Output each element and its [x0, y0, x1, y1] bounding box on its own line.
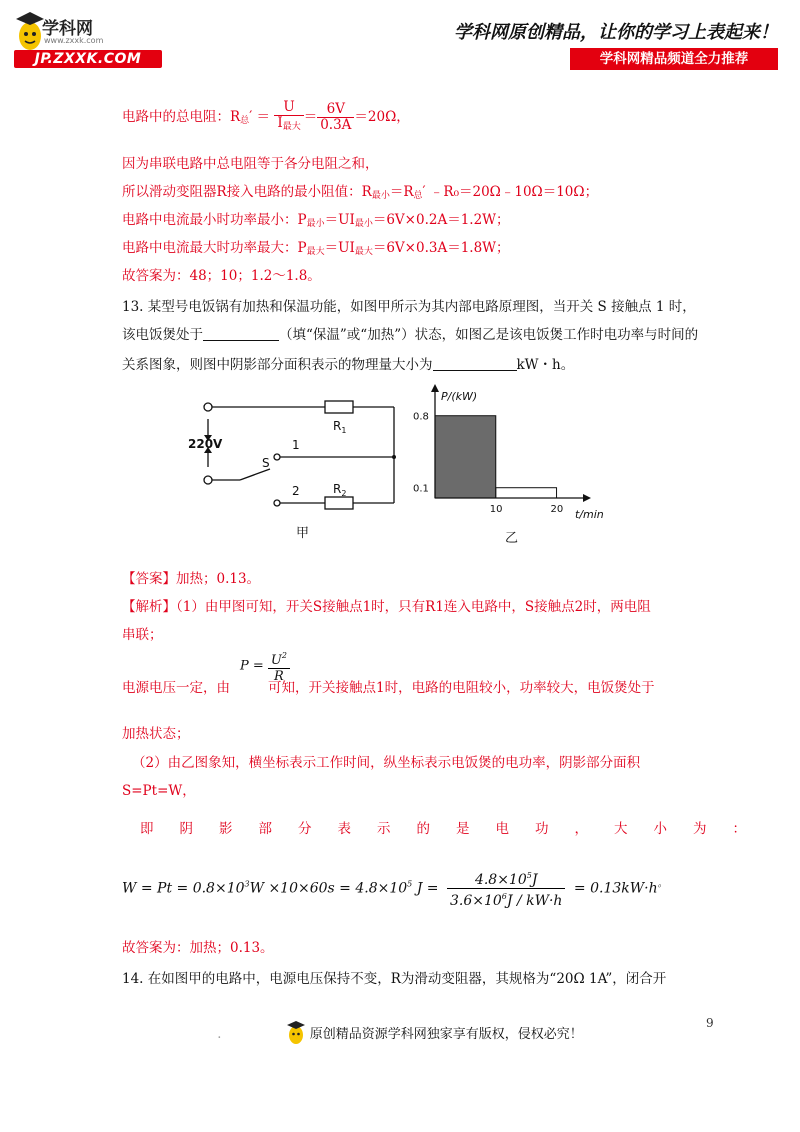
answer-12-line: 故答案为：48；10；1.2～1.8。 [122, 268, 321, 284]
x-axis-arrow [583, 494, 591, 502]
max-power-line: 电路中电流最大时功率最大：$P_{最大}=UI_{最大}=6V\times 0.3A=1.8W$； [122, 240, 510, 257]
contact-2-label: 2 [292, 484, 300, 498]
logo-url-bar[interactable]: JP.ZXXK.COM [14, 50, 162, 68]
circuit-diagram [180, 385, 420, 555]
x-tick-label: 20 [550, 504, 564, 515]
question-13-line-3: 关系图象，则图中阴影部分面积表示的物理量大小为 kW・h。 [122, 357, 575, 373]
slogan: 学科网原创精品，让你的学习上表起来！ [454, 22, 778, 43]
min-resistance-line: 所以滑动变阻器R接入电路的最小阻值：$R_{最小}=R_总'$ ﹣R₀＝20Ω﹣10Ω＝10Ω； [122, 184, 599, 201]
analysis-p2c: 加热状态； [122, 726, 190, 742]
y-tick-label: 0.8 [413, 411, 429, 423]
power-formula: P = $\frac{U^2}{R}$ [240, 648, 290, 684]
contact-2-dot [274, 500, 280, 506]
circuit-caption: 甲 [296, 526, 310, 541]
x-axis-label: t/min [575, 508, 604, 521]
analysis-p2: 电源电压一定，由 可知，开关接触点1时，电路的电阻较小，功率较大，电饭煲处于 [122, 680, 655, 696]
question-13-line-1: 13. 某型号电饭锅有加热和保温功能，如图甲所示为其内部电路原理图，当开关 S 接触点 1 时， [122, 299, 696, 315]
analysis-tag: 【解析】 [122, 599, 176, 615]
logo-text: 学科网 [42, 19, 93, 39]
y-tick-label: 0.1 [413, 483, 429, 495]
fraction-u-over-i: $\frac{U}{I_{最大}}$ [274, 100, 303, 135]
mascot-icon-footer [286, 1020, 306, 1046]
logo-small-url: www.zxxk.com [44, 36, 104, 45]
series-resistance-line: 因为串联电路中总电阻等于各分电阻之和， [122, 156, 379, 172]
analysis-p1b: 串联； [122, 627, 163, 643]
total-resistance-line: 电路中的总电阻：$R_总'$ ＝ $\frac{U}{I_{最大}}$ ＝ $\frac{6V}{0.3A}$ ＝20Ω， [122, 99, 410, 133]
final-answer-13: 故答案为：加热；0.13。 [122, 940, 274, 956]
r1-label: $R_1$ [333, 419, 347, 435]
resistor-r2 [325, 497, 353, 509]
contact-1-dot [274, 454, 280, 460]
voltage-label: 220V [188, 437, 223, 451]
terminal-bottom [204, 476, 212, 484]
y-axis-arrow [431, 384, 439, 392]
answer-blank-2 [433, 358, 517, 371]
switch-s [240, 469, 270, 480]
resistor-r1 [325, 401, 353, 413]
analysis-p1: 【解析】（1）由甲图可知，开关S接触点1时，只有R1连入电路中，S接触点2时，两电阻 [122, 599, 651, 615]
min-power-line: 电路中电流最小时功率最小：$P_{最小}=UI_{最小}=6V\times 0.2A=1.2W$； [122, 212, 510, 229]
r2-label: $R_2$ [333, 482, 347, 498]
footer: . 原创精品资源学科网独家享有版权，侵权必究！ [0, 1020, 800, 1046]
analysis-p4: 即阴影部分表示的是电功，大小为： [140, 821, 772, 837]
analysis-p3b: S=Pt=W， [122, 783, 196, 799]
chart-caption: 乙 [505, 531, 519, 546]
contact-1-label: 1 [292, 438, 300, 452]
terminal-top [204, 403, 212, 411]
power-step-1 [435, 416, 496, 498]
answer-blank-1 [203, 328, 279, 341]
power-time-chart [405, 380, 625, 550]
switch-label: S [262, 456, 270, 470]
page-number: 9 [706, 1016, 714, 1030]
answer-13: 【答案】加热；0.13。 [122, 571, 261, 587]
analysis-p3: （2）由乙图象知，横坐标表示工作时间，纵坐标表示电饭煲的电功率，阴影部分面积 [132, 755, 641, 771]
question-14-line-1: 14. 在如图甲的电路中，电源电压保持不变，R为滑动变阻器，其规格为“20Ω 1A”，闭合开 [122, 971, 667, 987]
work-equation: $W = Pt = 0.8\times 10^3W \times 10\times 60s = 4.8\times 10^5$ J = $\frac{4.8\times 10^5J}{3.6\times 10^6J / kW\cdot h}$ = 0.13kW·h。 [122, 868, 668, 909]
fraction-6v-over-03a: $\frac{6V}{0.3A}$ [317, 102, 354, 133]
answer-tag: 【答案】 [122, 571, 176, 587]
copyright-text: 原创精品资源学科网独家享有版权，侵权必究！ [309, 1027, 583, 1042]
x-tick-label: 10 [489, 504, 503, 515]
y-axis-label: P/(kW) [441, 390, 478, 403]
recommend-bar: 学科网精品频道全力推荐 [570, 48, 778, 70]
power-step-2 [496, 488, 557, 498]
question-13-line-2: 该电饭煲处于 （填“保温”或“加热”）状态，如图乙是该电饭煲工作时电功率与时间的 [122, 327, 699, 343]
